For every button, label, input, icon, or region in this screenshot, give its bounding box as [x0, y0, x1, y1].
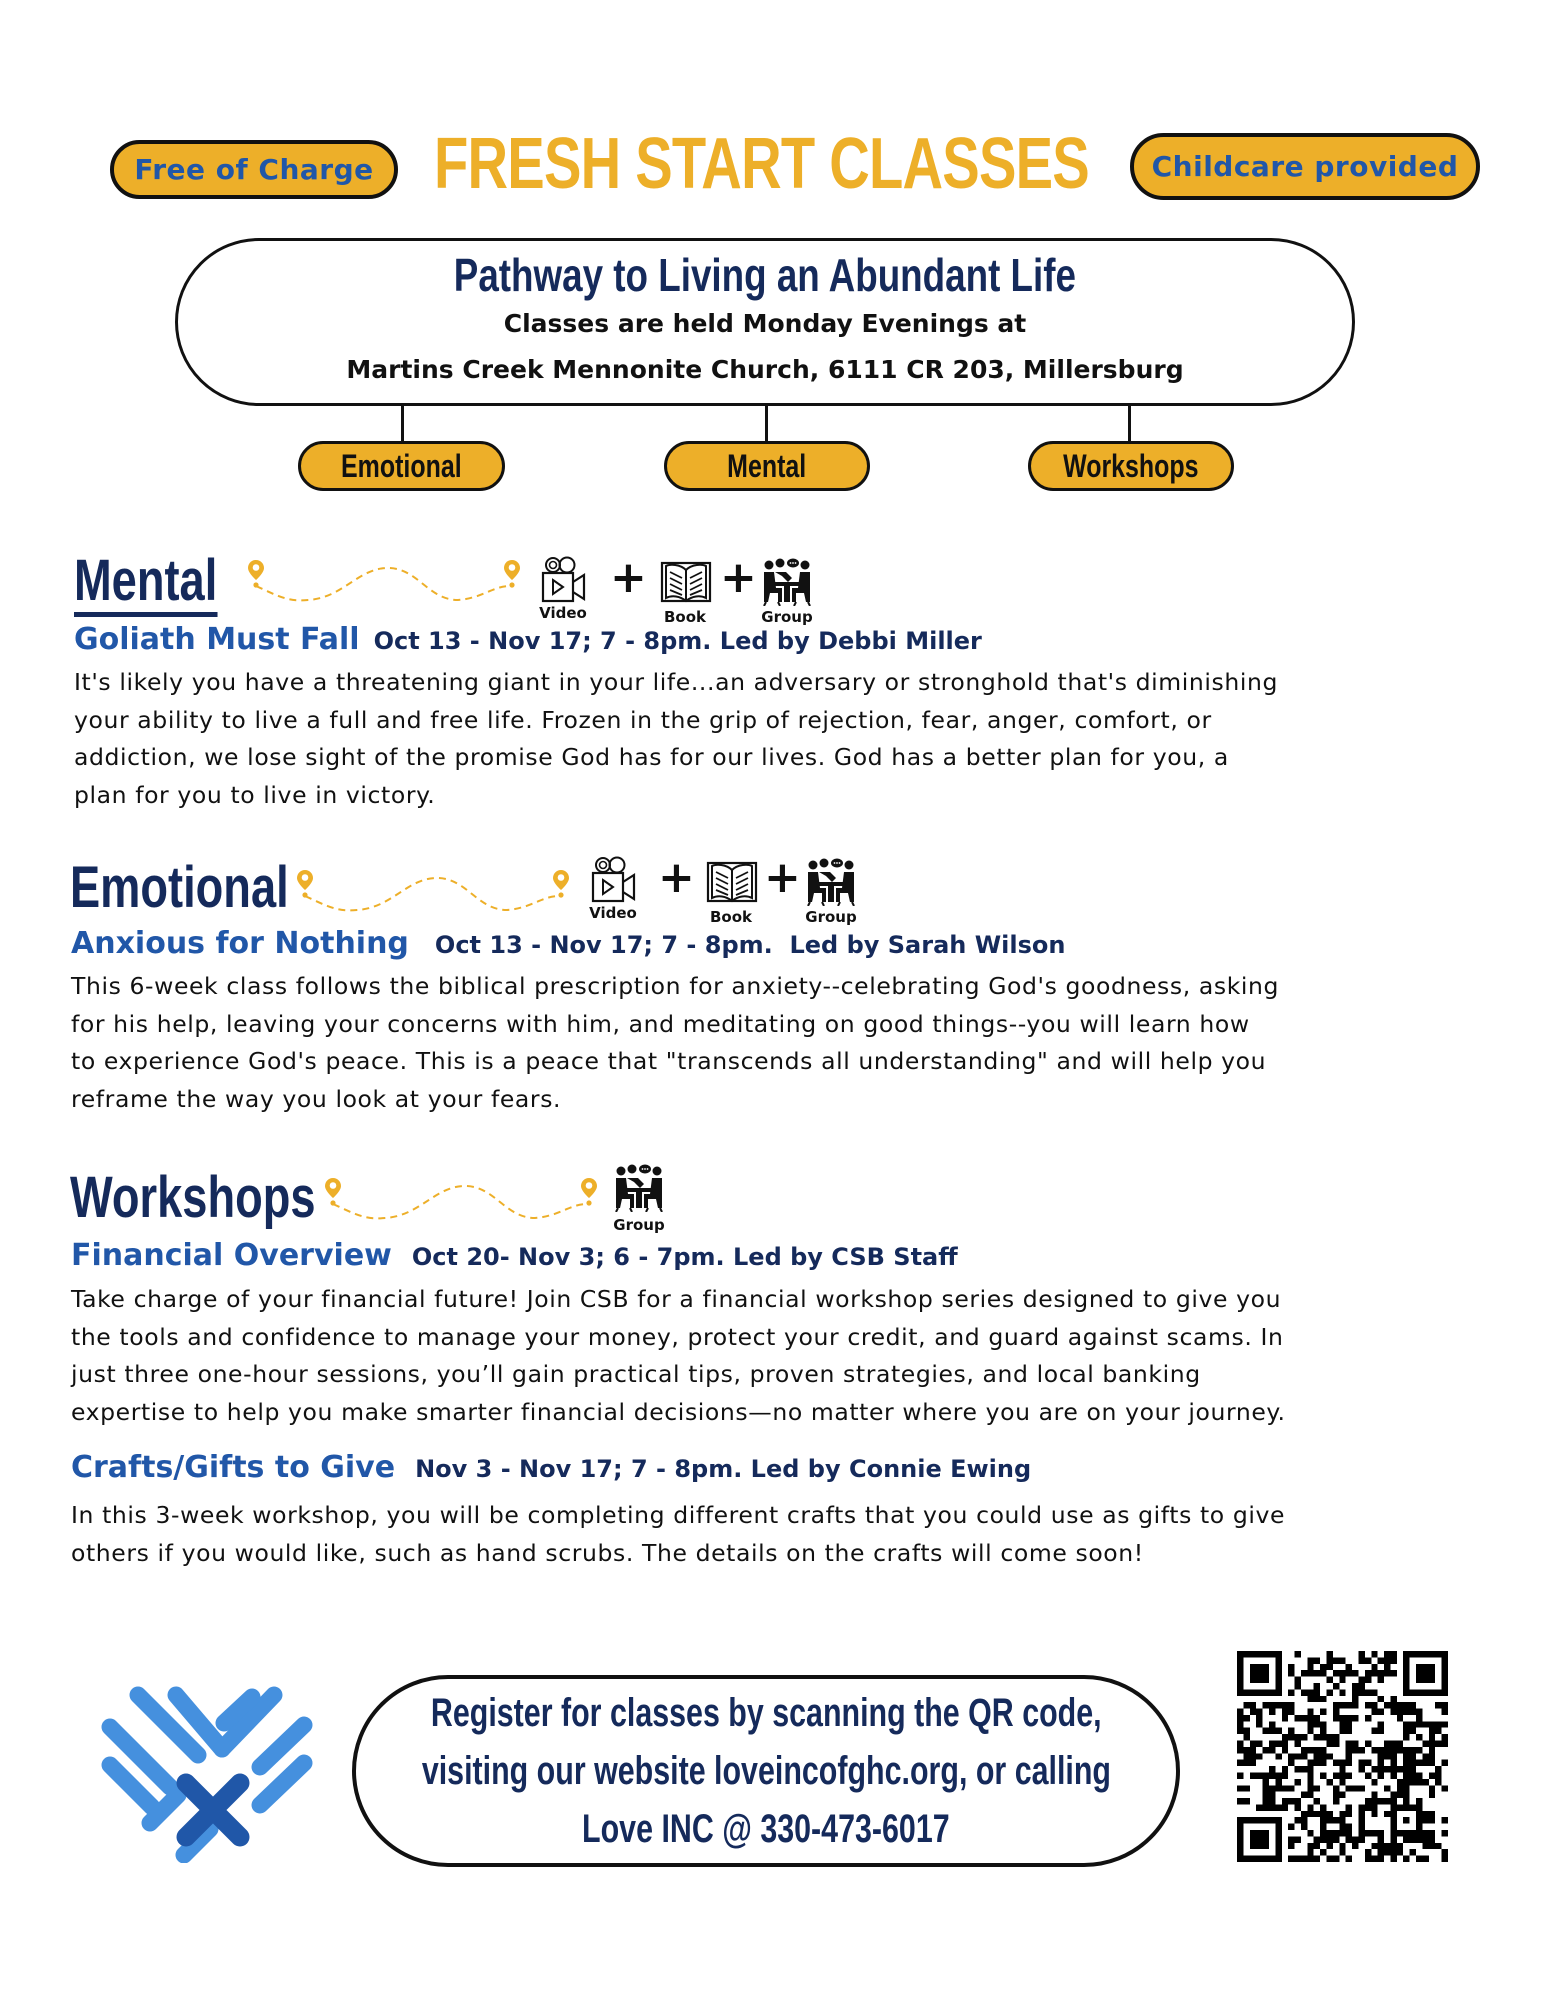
- course-financial: [71, 1238, 958, 1273]
- connector-line: [401, 406, 404, 442]
- description-line: It's likely you have a threatening giant in your life...an adversary or stronghold that's diminishing: [74, 668, 1279, 696]
- description-line: addiction, we lose sight of the promise God has for our lives. God has a better plan for you, a: [74, 743, 1229, 771]
- description-line: the tools and confidence to manage your money, protect your credit, and guard against scams. In: [71, 1322, 1284, 1351]
- plus-sign: +: [610, 552, 647, 603]
- free-of-charge-badge: [110, 140, 398, 199]
- section-heading-workshops: Workshops: [70, 1165, 316, 1230]
- course-name: Crafts/Gifts to Give: [71, 1450, 396, 1485]
- free-of-charge-label: Free of Charge: [134, 153, 374, 186]
- video-icon: [540, 556, 588, 604]
- description-line: plan for you to live in victory.: [74, 780, 436, 809]
- course-anxious: [71, 926, 1065, 961]
- course-name: Anxious for Nothing: [71, 926, 409, 961]
- video-label: Video: [589, 904, 637, 922]
- section-heading-emotional: Emotional: [70, 855, 289, 920]
- branch-workshops: [1028, 441, 1234, 491]
- pathway-location: Martins Creek Mennonite Church, 6111 CR 203, Millersburg: [346, 355, 1184, 384]
- connector-line: [1128, 406, 1131, 442]
- book-label: Book: [663, 608, 707, 626]
- register-line: Register for classes by scanning the QR code,: [430, 1691, 1102, 1735]
- video-icon: [590, 856, 638, 904]
- course-goliath: [74, 622, 982, 657]
- love-inc-logo: [98, 1683, 320, 1863]
- course-name: Financial Overview: [71, 1238, 392, 1273]
- group-icon: [762, 558, 812, 606]
- branch-mental: [664, 441, 870, 491]
- pathway-heading: Pathway to Living an Abundant Life: [453, 249, 1077, 301]
- description-line: expertise to help you make smarter financial decisions—no matter where you are on your journey.: [71, 1397, 1286, 1426]
- course-description: [74, 664, 1494, 814]
- description-line: to experience God's peace. This is a peace that "transcends all understanding" and will help you: [71, 1047, 1267, 1075]
- register-line: Love INC @ 330-473-6017: [582, 1807, 950, 1851]
- description-line: others if you would like, such as hand scrubs. The details on the crafts will come soon!: [71, 1538, 1144, 1567]
- childcare-badge: [1130, 133, 1480, 200]
- group-icon: [806, 858, 856, 906]
- plus-sign: +: [658, 852, 695, 903]
- qr-code[interactable]: [1237, 1651, 1448, 1862]
- course-schedule: Oct 13 - Nov 17; 7 - 8pm. Led by Debbi Miller: [373, 627, 982, 655]
- branch-label: Emotional: [341, 447, 462, 484]
- course-crafts: [71, 1450, 1031, 1485]
- course-name: Goliath Must Fall: [74, 622, 360, 657]
- description-line: your ability to live a full and free life. Frozen in the grip of rejection, fear, anger, comfort, or: [74, 705, 1212, 734]
- course-description: [71, 1281, 1491, 1431]
- connector-line: [765, 406, 768, 442]
- register-line: visiting our website loveincofghc.org, or calling: [421, 1749, 1111, 1793]
- path-route-icon: [248, 560, 528, 615]
- branch-emotional: [298, 441, 505, 491]
- group-label: Group: [613, 1216, 665, 1234]
- course-description: [71, 968, 1491, 1118]
- plus-sign: +: [764, 852, 801, 903]
- path-route-icon: [297, 870, 577, 925]
- book-icon: [706, 860, 758, 904]
- description-line: This 6-week class follows the biblical prescription for anxiety--celebrating God's goodness, asking: [71, 972, 1280, 1000]
- description-line: for his help, leaving your concerns with him, and meditating on good things--you will learn how: [71, 1009, 1250, 1038]
- description-line: reframe the way you look at your fears.: [71, 1084, 562, 1113]
- group-label: Group: [805, 908, 857, 926]
- group-icon: [614, 1164, 664, 1212]
- branch-label: Mental: [727, 447, 807, 484]
- course-schedule: Oct 20- Nov 3; 6 - 7pm. Led by CSB Staff: [411, 1243, 958, 1271]
- description-line: Take charge of your financial future! Join CSB for a financial workshop series designed to give you: [71, 1285, 1282, 1313]
- group-label: Group: [761, 608, 813, 626]
- description-line: just three one-hour sessions, you’ll gain practical tips, proven strategies, and local banking: [71, 1360, 1201, 1388]
- page-title: FRESH START CLASSES: [434, 124, 1089, 204]
- course-description: [71, 1497, 1491, 1572]
- description-line: In this 3-week workshop, you will be completing different crafts that you could use as gifts to give: [71, 1501, 1286, 1529]
- path-route-icon: [325, 1178, 605, 1233]
- pathway-box: [175, 238, 1355, 406]
- book-label: Book: [709, 908, 753, 926]
- childcare-label: Childcare provided: [1151, 150, 1459, 183]
- branch-label: Workshops: [1063, 447, 1199, 484]
- register-info-box: [352, 1675, 1180, 1867]
- video-label: Video: [539, 604, 587, 622]
- section-heading-mental: Mental: [74, 550, 217, 617]
- plus-sign: +: [720, 552, 757, 603]
- course-schedule: Nov 3 - Nov 17; 7 - 8pm. Led by Connie Ewing: [415, 1455, 1032, 1483]
- pathway-schedule: Classes are held Monday Evenings at: [503, 309, 1027, 338]
- course-schedule: Oct 13 - Nov 17; 7 - 8pm. Led by Sarah Wilson: [434, 931, 1066, 959]
- book-icon: [660, 560, 712, 604]
